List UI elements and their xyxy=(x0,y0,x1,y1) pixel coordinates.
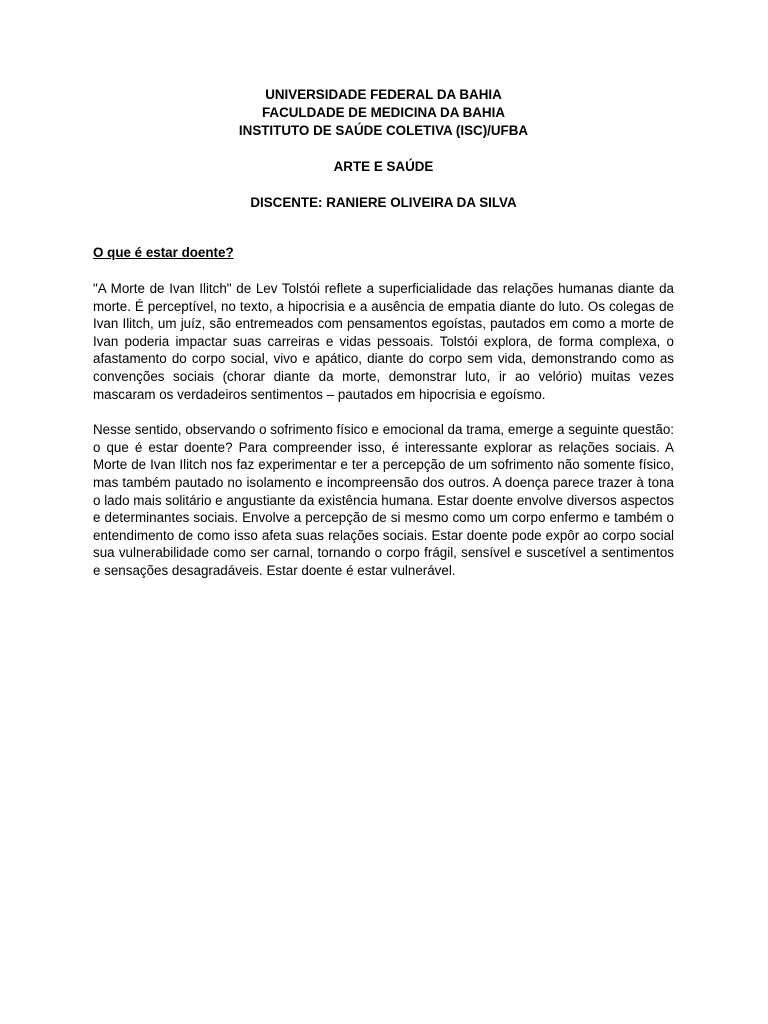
header-spacer xyxy=(93,176,674,194)
essay-question-heading: O que é estar doente? xyxy=(93,245,234,260)
document-header xyxy=(93,86,674,212)
essay-paragraph-2: Nesse sentido, observando o sofrimento físico e emocional da trama, emerge a seguinte questão: o que é estar doente? Para compreender isso, é interessante explorar as relações sociais. A Morte de Ivan Ilitch nos faz experimentar e ter a percepção de um sofrimento não somente físico, mas também pautado no isolamento e incompreensão dos outros. A doença parece trazer à tona o lado mais solitário e angustiante da existência humana. Estar doente envolve diversos aspectos e determinantes sociais. Envolve a percepção de si mesmo como um corpo enfermo e também o entendimento de como isso afeta suas relações sociais. Estar doente pode expôr ao corpo social sua vulnerabilidade como ser carnal, tornando o corpo frágil, sensível e suscetível a sentimentos e sensações desagradáveis. Estar doente é estar vulnerável. xyxy=(93,422,674,578)
university-name: UNIVERSIDADE FEDERAL DA BAHIA xyxy=(265,87,502,102)
student-name: DISCENTE: RANIERE OLIVEIRA DA SILVA xyxy=(250,195,517,210)
header-spacer xyxy=(93,140,674,158)
essay-paragraph-1: "A Morte de Ivan Ilitch" de Lev Tolstói reflete a superficialidade das relações humanas diante da morte. É perceptível, no texto, a hipocrisia e a ausência de empatia diante do luto. Os colegas de Ivan Ilitch, um juíz, são entremeados com pensamentos egoístas, pautados em como a morte de Ivan poderia impactar suas carreiras e vidas pessoais. Tolstói explora, de forma complexa, o afastamento do corpo social, vivo e apático, diante do corpo sem vida, demonstrando como as convenções sociais (chorar diante da morte, demonstrar luto, ir ao velório) muitas vezes mascaram os verdadeiros sentimentos – pautados em hipocrisia e egoísmo. xyxy=(93,281,674,402)
faculty-name: FACULDADE DE MEDICINA DA BAHIA xyxy=(261,105,505,120)
institute-name: INSTITUTO DE SAÚDE COLETIVA (ISC)/UFBA xyxy=(238,123,529,138)
course-name: ARTE E SAÚDE xyxy=(333,159,434,174)
